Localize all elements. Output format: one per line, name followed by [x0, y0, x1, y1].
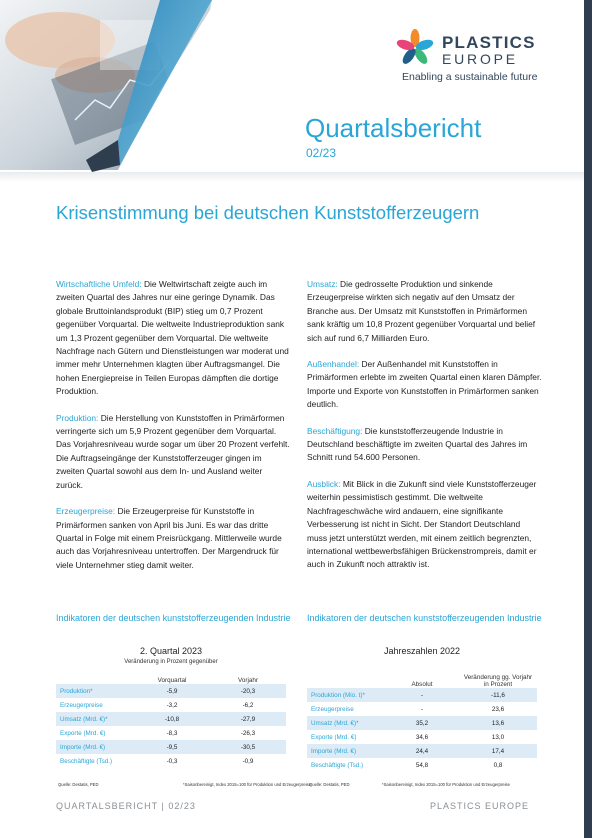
paragraph-aussenhandel — [307, 358, 542, 412]
row-label: Umsatz (Mrd. €)* — [56, 712, 134, 726]
column-header: Vorjahr — [238, 677, 258, 684]
table-year-source: Quelle: Destatis, PED — [309, 782, 350, 787]
paragraph-label: Produktion: — [56, 412, 99, 423]
row-label: Produktion (Mio. t)* — [307, 688, 385, 702]
paragraph-label: Außenhandel: — [307, 359, 360, 370]
paragraph-text: Mit Blick in die Zukunft sind viele Kunststofferzeuger weiterhin pessimistisch gestimmt. Die weltweite Nachfrageschwäche wird andauern, eine signifikante Verbesserung ist nicht in Sicht. Der Standort Deutschland muss jetzt unterstützt werden, mit einem zeitlich begrenzten, international wettbewerbsfähigen Brückenstrompreis, damit er auch in Zukunft noch attraktiv ist. — [307, 478, 537, 570]
table-quarter-source: Quelle: Destatis, PED — [58, 782, 99, 787]
paragraph-label: Umsatz: — [307, 279, 338, 289]
cell: 24,4 — [385, 744, 459, 758]
table-quarter-footnote: *Saisonbereinigt, Index 2015=100 für Produktion und Erzeugerpreise — [183, 782, 311, 787]
cell: 17,4 — [459, 744, 537, 758]
cell: -9,5 — [134, 740, 210, 754]
cell: -6,2 — [242, 701, 254, 709]
column-header: Veränderung gg. Vorjahr in Prozent — [463, 674, 533, 688]
paragraph-umfeld — [56, 278, 291, 399]
row-label: Importe (Mrd. €) — [307, 744, 385, 758]
table-row — [56, 698, 286, 712]
table-row — [307, 702, 537, 716]
table-year — [307, 666, 537, 772]
cell: -5,9 — [134, 684, 210, 698]
left-column — [56, 278, 291, 585]
logo-name-line2: EUROPE — [442, 51, 518, 67]
cell: - — [385, 688, 459, 702]
logo-tagline: Enabling a sustainable future — [402, 71, 538, 83]
row-label: Erzeugerpreise — [311, 705, 354, 713]
row-label: Erzeugerpreise — [60, 701, 103, 709]
logo-name-line1: PLASTICS — [442, 33, 536, 52]
cell: -0,3 — [166, 757, 178, 765]
table-year-footnote: *Saisonbereinigt, Index 2015=100 für Produktion und Erzeugerpreise — [382, 782, 510, 787]
cell: - — [420, 705, 424, 713]
cell: -20,3 — [210, 684, 286, 698]
hero-photo — [0, 0, 215, 175]
paragraph-text: Die Erzeugerpreise für Kunststoffe in Primärformen sanken von April bis Juni. Es war das dritte Quartal in Folge mit einem Preisrückgang. Mittlerweile wurde auch das Vorjahresniveau untertroffen. Der Margendruck für viele Unternehmer stieg damit weiter. — [56, 506, 282, 570]
row-label: Produktion* — [56, 684, 134, 698]
cell: -11,6 — [459, 688, 537, 702]
cell: 0,8 — [493, 761, 503, 769]
table-quarter-title: 2. Quartal 2023 — [139, 646, 203, 656]
paragraph-label: Erzeugerpreise: — [56, 506, 116, 517]
paragraph-beschaeftigung — [307, 425, 542, 465]
cell: -27,9 — [210, 712, 286, 726]
paragraph-label: Beschäftigung: — [307, 425, 363, 436]
cell: -26,3 — [240, 729, 256, 737]
row-label: Importe (Mrd. €) — [56, 740, 134, 754]
table-quarter-subtitle: Veränderung in Prozent gegenüber — [124, 659, 218, 665]
table-row — [307, 744, 537, 758]
cell: 13,6 — [459, 716, 537, 730]
cell: 54,8 — [415, 761, 429, 769]
table-year-title: Jahreszahlen 2022 — [383, 646, 461, 656]
row-label: Exporte (Mrd. €) — [60, 729, 106, 737]
table-row — [56, 754, 286, 768]
paragraph-label: Ausblick: — [307, 478, 341, 489]
cell: -8,3 — [166, 729, 178, 737]
footer-brand: PLASTICS EUROPE — [430, 801, 530, 811]
column-header: Vorquartal — [157, 677, 187, 684]
cell: 34,6 — [415, 733, 429, 741]
cell: 23,6 — [491, 705, 505, 713]
table-row — [56, 684, 286, 698]
cell: -0,9 — [242, 757, 254, 765]
row-label: Umsatz (Mrd. €)* — [307, 716, 385, 730]
table-row — [307, 716, 537, 730]
header-divider — [0, 172, 592, 182]
paragraph-text: Die Weltwirtschaft zeigte auch im zweiten Quartal des Jahres nur eine geringe Dynamik. Das globale Bruttoinlandsprodukt (BIP) stieg um 0,7 Prozent gegenüber Vorquartal. Die weltweite Industrieproduktion sank um 1,3 Prozent gegenüber dem Vorquartal. Die weltweite Nachfrage nach Gütern und Dienstleistungen war moderat und immer mehr Unternehmen klagten über Auftragsmangel. Die hohen Energiepreise in Teilen Europas dämpften die dortige Produktion. — [56, 279, 289, 397]
column-header: Absolut — [411, 681, 433, 688]
article-headline: Krisenstimmung bei deutschen Kunststofferzeugern — [56, 202, 480, 223]
cell: -10,8 — [134, 712, 210, 726]
paragraph-umsatz — [307, 278, 542, 345]
cell: -3,2 — [166, 701, 178, 709]
report-title: Quartalsbericht — [305, 113, 482, 143]
cell: 13,0 — [491, 733, 505, 741]
cell: -30,5 — [210, 740, 286, 754]
row-label: Exporte (Mrd. €) — [311, 733, 357, 741]
paragraph-text: Die gedrosselte Produktion und sinkende Erzeugerpreise wirkten sich negativ auf den Umsatz der Branche aus. Der Umsatz mit Kunststoffen in Primärformen sank kräftig um 10,8 Prozent gegenüber Vorquartal und belief sich auf rund 6,7 Milliarden Euro. — [307, 279, 536, 343]
plastics-europe-logo — [395, 26, 555, 86]
row-label: Beschäftigte (Tsd.) — [60, 757, 113, 765]
table-row — [56, 726, 286, 740]
page-header — [0, 0, 592, 175]
cell: 35,2 — [385, 716, 459, 730]
paragraph-text: Die kunststofferzeugende Industrie in Deutschland beschäftigte im zweiten Quartal des Jahres im Schnitt rund 54.600 Personen. — [307, 425, 528, 463]
report-issue: 02/23 — [306, 146, 337, 160]
paragraph-erzeugerpreise — [56, 505, 291, 572]
paragraph-text: Der Außenhandel mit Kunststoffen in Primärformen erlebte im zweiten Quartal einen klaren Dämpfer. Importe und Exporte von Kunststoffen in Primärformen sanken deutlich. — [307, 359, 542, 410]
table-row — [56, 740, 286, 754]
indicators-title-left: Indikatoren der deutschen kunststofferzeugenden Industrie — [56, 613, 291, 623]
table-header-row — [56, 670, 286, 684]
table-row — [307, 730, 537, 744]
table-row — [56, 712, 286, 726]
table-header-row — [307, 666, 537, 688]
paragraph-produktion — [56, 412, 291, 492]
table-row — [307, 758, 537, 772]
table-row — [307, 688, 537, 702]
paragraph-label: Wirtschaftliche Umfeld: — [56, 279, 142, 289]
table-quarter — [56, 670, 286, 768]
logo-star-icon — [395, 28, 435, 68]
paragraph-text: Die Herstellung von Kunststoffen in Primärformen verringerte sich um 5,9 Prozent gegenüber dem Vorquartal. Das Vorjahresniveau wurde sogar um über 20 Prozent verfehlt. Die Auftragseingänge der Kunststofferzeuger gingen im zweiten Quartal sowohl aus dem In- und Ausland weiter zurück. — [56, 412, 290, 490]
right-column — [307, 278, 542, 585]
footer-report-label: QUARTALSBERICHT | 02/23 — [56, 801, 196, 811]
indicators-title-right: Indikatoren der deutschen kunststofferzeugenden Industrie — [307, 613, 542, 623]
paragraph-ausblick — [307, 478, 542, 572]
row-label: Beschäftigte (Tsd.) — [311, 761, 364, 769]
right-edge-bar — [584, 0, 592, 838]
